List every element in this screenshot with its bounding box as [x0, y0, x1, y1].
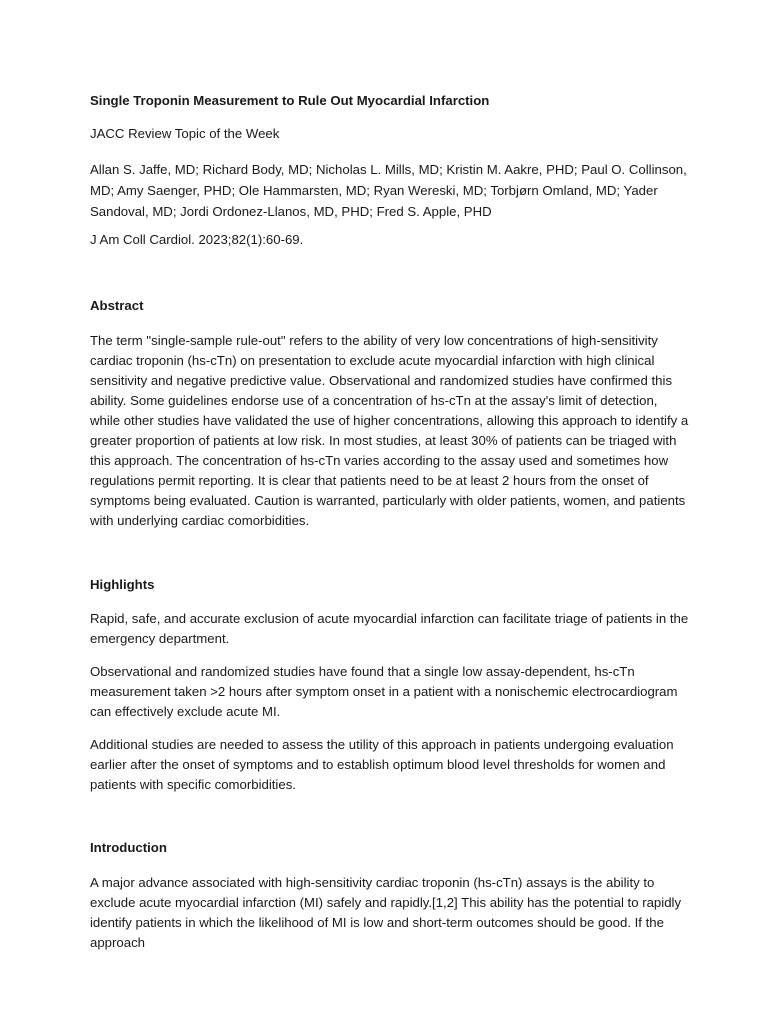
author-list: Allan S. Jaffe, MD; Richard Body, MD; Nicholas L. Mills, MD; Kristin M. Aakre, PHD; Paul O. Collinson, MD; Amy Saenger, PHD; Ole Hammarsten, MD; Ryan Wereski, MD; Torbjørn Omland, MD; Yader Sandoval, MD; Jordi Ordonez-Llanos, MD, PHD; Fred S. Apple, PHD: [90, 162, 687, 219]
article-subtitle: JACC Review Topic of the Week: [90, 126, 280, 141]
highlight-item: Additional studies are needed to assess the utility of this approach in patients undergoing evaluation earlier after the onset of symptoms and to establish optimum blood level thresholds for women and patients with specific comorbidities.: [90, 737, 674, 792]
abstract-text: The term "single-sample rule-out" refers to the ability of very low concentrations of high-sensitivity cardiac troponin (hs-cTn) on presentation to exclude acute myocardial infarction with high clinical sensitivity and negative predictive value. Observational and randomized studies have confirmed this ability. Some guidelines endorse use of a concentration of hs-cTn at the assay's limit of detection, while other studies have validated the use of higher concentrations, allowing this approach to identify a greater proportion of patients at low risk. In most studies, at least 30% of patients can be triaged with this approach. The concentration of hs-cTn varies according to the assay used and sometimes how regulations permit reporting. It is clear that patients need to be at least 2 hours from the onset of symptoms being evaluated. Caution is warranted, particularly with older patients, women, and patients with underlying cardiac comorbidities.: [90, 333, 689, 528]
highlight-item: Rapid, safe, and accurate exclusion of acute myocardial infarction can facilitate triage of patients in the emergency department.: [90, 611, 689, 646]
highlights-heading: Highlights: [90, 577, 155, 592]
citation: J Am Coll Cardiol. 2023;82(1):60-69.: [90, 232, 304, 247]
introduction-heading: Introduction: [90, 840, 167, 855]
abstract-heading: Abstract: [90, 298, 144, 313]
article-title: Single Troponin Measurement to Rule Out Myocardial Infarction: [90, 93, 490, 108]
introduction-text: A major advance associated with high-sensitivity cardiac troponin (hs-cTn) assays is the ability to exclude acute myocardial infarction (MI) safely and rapidly.[1,2] This ability has the potential to rapidly identify patients in which the likelihood of MI is low and short-term outcomes should be good. If the approach: [90, 875, 682, 950]
highlight-item: Observational and randomized studies have found that a single low assay-dependent, hs-cTn measurement taken >2 hours after symptom onset in a patient with a nonischemic electrocardiogram can effectively exclude acute MI.: [90, 664, 678, 719]
